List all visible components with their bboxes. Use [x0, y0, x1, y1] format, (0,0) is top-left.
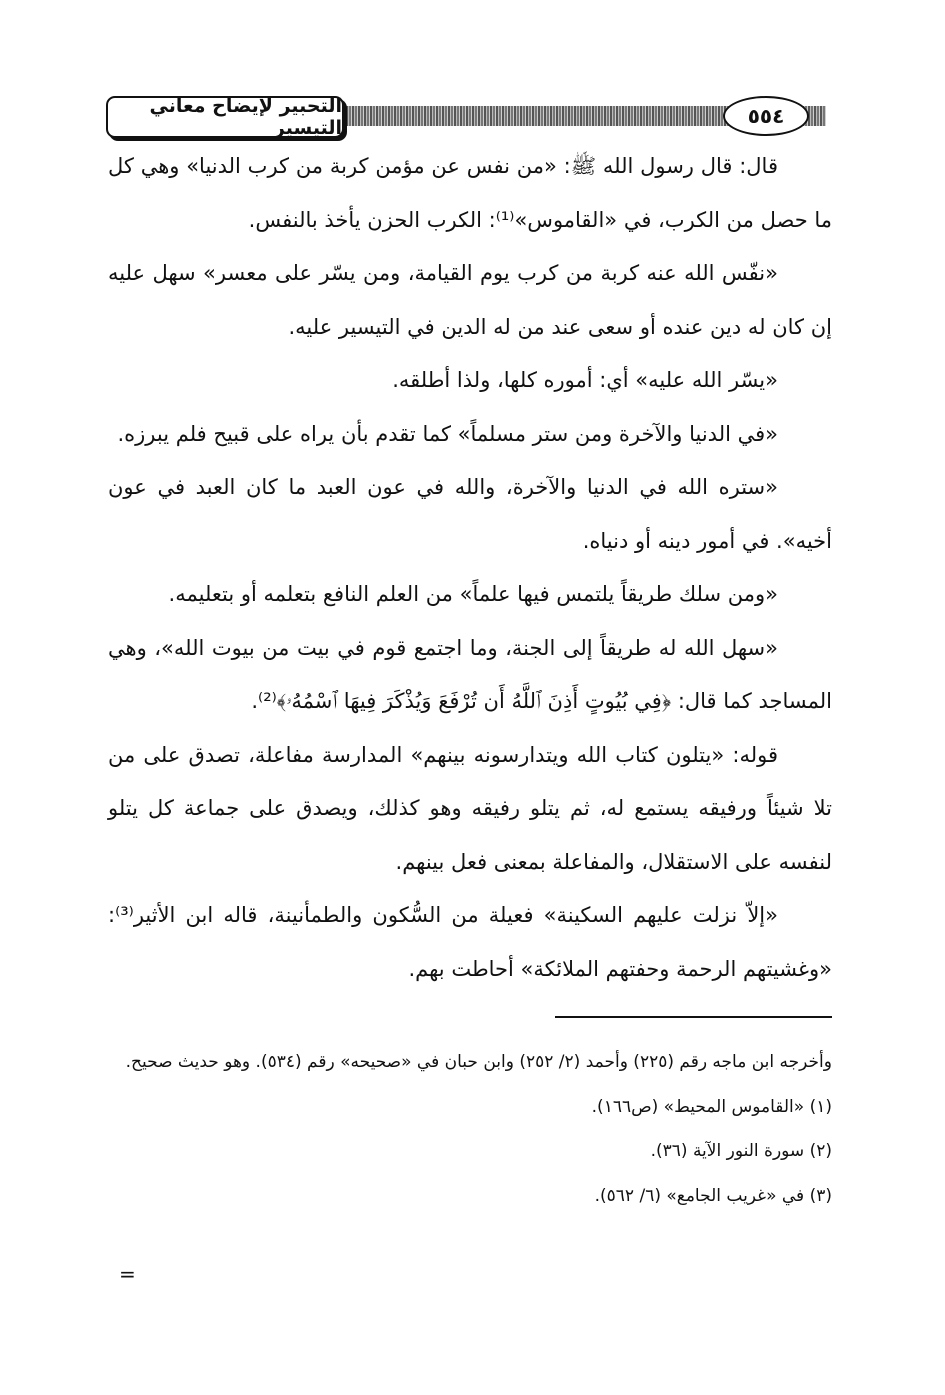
paragraph-2: «نفّس الله عنه كربة من كرب يوم القيامة، ومن يسّر على معسر» سهل عليه إن كان له دين عنده أو سعى عند من له الدين في التيسير عليه.: [108, 261, 832, 339]
footnote-3: (٣) في «غريب الجامع» (٦/ ٥٦٢).: [594, 1185, 832, 1206]
paragraph-6: «ومن سلك طريقاً يلتمس فيها علماً» من العلم النافع بتعلمه أو بتعليمه.: [168, 582, 778, 606]
book-title: التحبير لإيضاح معاني التيسير: [106, 96, 344, 138]
continuation-mark: =: [119, 1262, 136, 1286]
paragraph-8: قوله: «يتلون كتاب الله ويتدارسونه بينهم» المدارسة مفاعلة، تصدق على من تلا شيئاً ورفيقه يستمع له، ثم يتلو رفيقه وهو كذلك، ويصدق على جماعة كل يتلو لنفسه على الاستقلال، والمفاعلة بمعنى فعل بينهم.: [108, 742, 832, 874]
footnote-2: (٢) سورة النور الآية (٣٦).: [650, 1141, 832, 1161]
paragraph-1: قال: قال رسول الله ﷺ: «من نفس عن مؤمن كربة من كرب الدنيا» وهي كل ما حصل من الكرب، في «القاموس»⁽¹⁾: الكرب الحزن يأخذ بالنفس.: [108, 154, 832, 232]
paragraph-9: «إلاّ نزلت عليهم السكينة» فعيلة من السُّكون والطمأنينة، قاله ابن الأثير⁽³⁾: «وغشيتهم الرحمة وحفتهم الملائكة» أحاطت بهم.: [108, 903, 832, 981]
page-header: [106, 92, 832, 142]
main-text: [108, 140, 832, 996]
paragraph-4: «في الدنيا والآخرة ومن ستر مسلماً» كما تقدم بأن يراه على قبيح فلم يبرزه.: [117, 421, 778, 446]
footnote-separator: [555, 1016, 832, 1018]
page-number: ٥٥٤: [723, 96, 809, 136]
footnotes: [108, 1040, 832, 1218]
footnote-1: (١) «القاموس المحيط» (ص١٦٦).: [591, 1096, 832, 1117]
paragraph-5: «ستره الله في الدنيا والآخرة، والله في عون العبد ما كان العبد في عون أخيه». في أمور دينه أو دنياه.: [108, 475, 832, 553]
footnote-continuation: وأخرجه ابن ماجه رقم (٢٢٥) وأحمد (٢/ ٢٥٢) وابن حبان في «صحيحه» رقم (٥٣٤). وهو حديث صحيح.: [125, 1052, 832, 1072]
paragraph-3: «يسّر الله عليه» أي: أموره كلها، ولذا أطلقه.: [392, 368, 778, 392]
paragraph-7: «سهل الله له طريقاً إلى الجنة، وما اجتمع قوم في بيت من بيوت الله»، وهي المساجد كما قال: ﴿فِي بُيُوتٍ أَذِنَ ٱللَّهُ أَن تُرْفَعَ وَيُذْكَرَ فِيهَا ٱسْمُهُۥ﴾⁽²⁾.: [108, 635, 832, 713]
